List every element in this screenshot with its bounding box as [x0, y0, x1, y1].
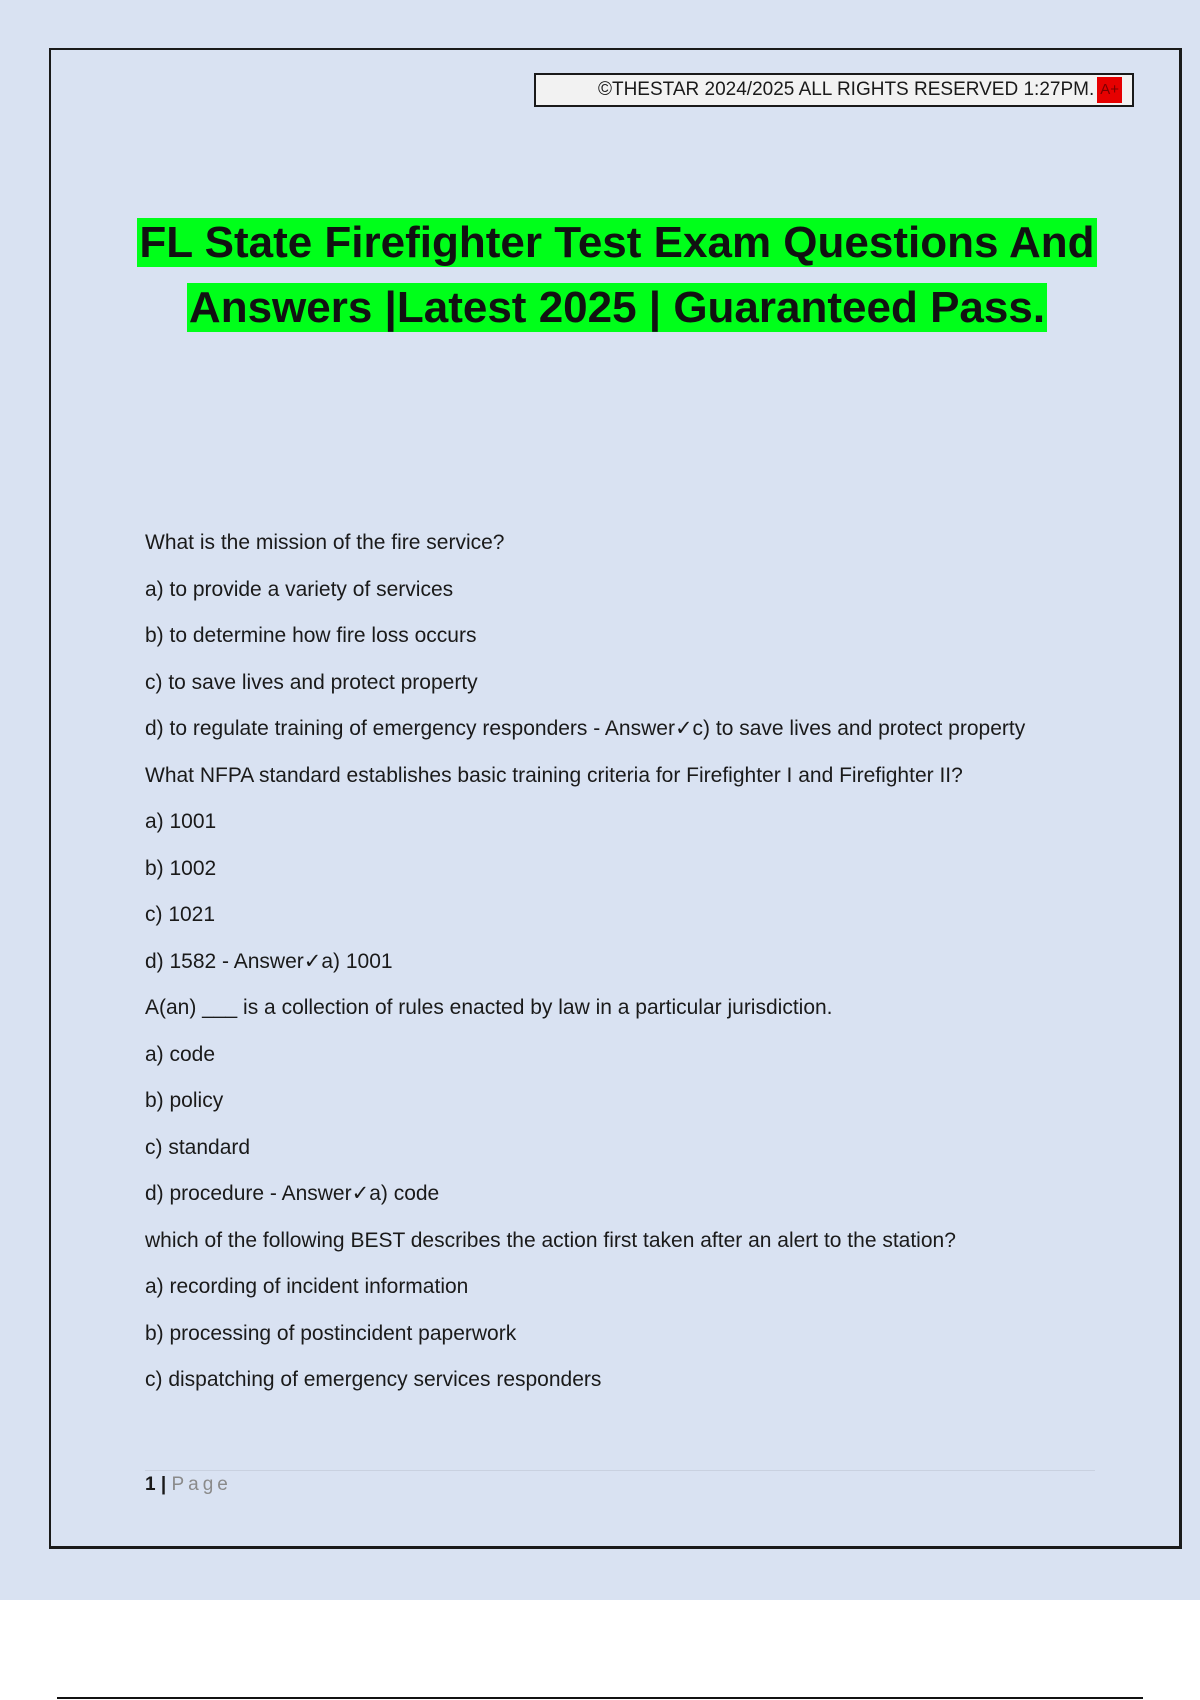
- grade-badge: A+: [1097, 77, 1122, 103]
- copyright-header: [534, 73, 1134, 107]
- answer-option-with-key: d) 1582 - Answer✓a) 1001: [145, 949, 393, 973]
- page-footer: [145, 1474, 232, 1496]
- answer-option-with-key: d) to regulate training of emergency responders - Answer✓c) to save lives and protect property: [145, 717, 1026, 740]
- answer-option: a) 1001: [145, 810, 217, 833]
- page-number: 1: [145, 1474, 156, 1495]
- answer-option: b) 1002: [145, 856, 217, 880]
- document-title: [100, 210, 1134, 340]
- question-text: What is the mission of the fire service?: [145, 531, 505, 554]
- answer-option: c) standard: [145, 1135, 251, 1159]
- answer-option: b) policy: [145, 1089, 224, 1112]
- question-text: A(an) ___ is a collection of rules enacted by law in a particular jurisdiction.: [145, 996, 833, 1019]
- answer-option: c) 1021: [145, 903, 216, 926]
- answer-option-with-key: d) procedure - Answer✓a) code: [145, 1182, 440, 1205]
- answer-option: a) to provide a variety of services: [145, 577, 454, 601]
- answer-option: a) code: [145, 1042, 216, 1066]
- title-line-1: FL State Firefighter Test Exam Questions And: [139, 218, 1095, 267]
- footer-divider: [145, 1470, 1095, 1471]
- title-line-2: Answers |Latest 2025 | Guaranteed Pass.: [188, 283, 1046, 332]
- copyright-text: ©THESTAR 2024/2025 ALL RIGHTS RESERVED 1:27PM.: [597, 79, 1095, 100]
- answer-option: a) recording of incident information: [145, 1275, 469, 1298]
- next-page-rule: [57, 1697, 1143, 1699]
- answer-option: b) to determine how fire loss occurs: [145, 624, 477, 647]
- answer-option: c) dispatching of emergency services responders: [145, 1368, 602, 1391]
- question-text: What NFPA standard establishes basic training criteria for Firefighter I and Firefighter II?: [145, 763, 963, 787]
- page-label: Page: [171, 1474, 232, 1495]
- answer-option: c) to save lives and protect property: [145, 670, 478, 694]
- answer-option: b) processing of postincident paperwork: [145, 1321, 517, 1345]
- footer-separator: |: [160, 1474, 167, 1495]
- question-list: [145, 520, 1105, 1404]
- question-text: which of the following BEST describes the action first taken after an alert to the station?: [145, 1228, 956, 1252]
